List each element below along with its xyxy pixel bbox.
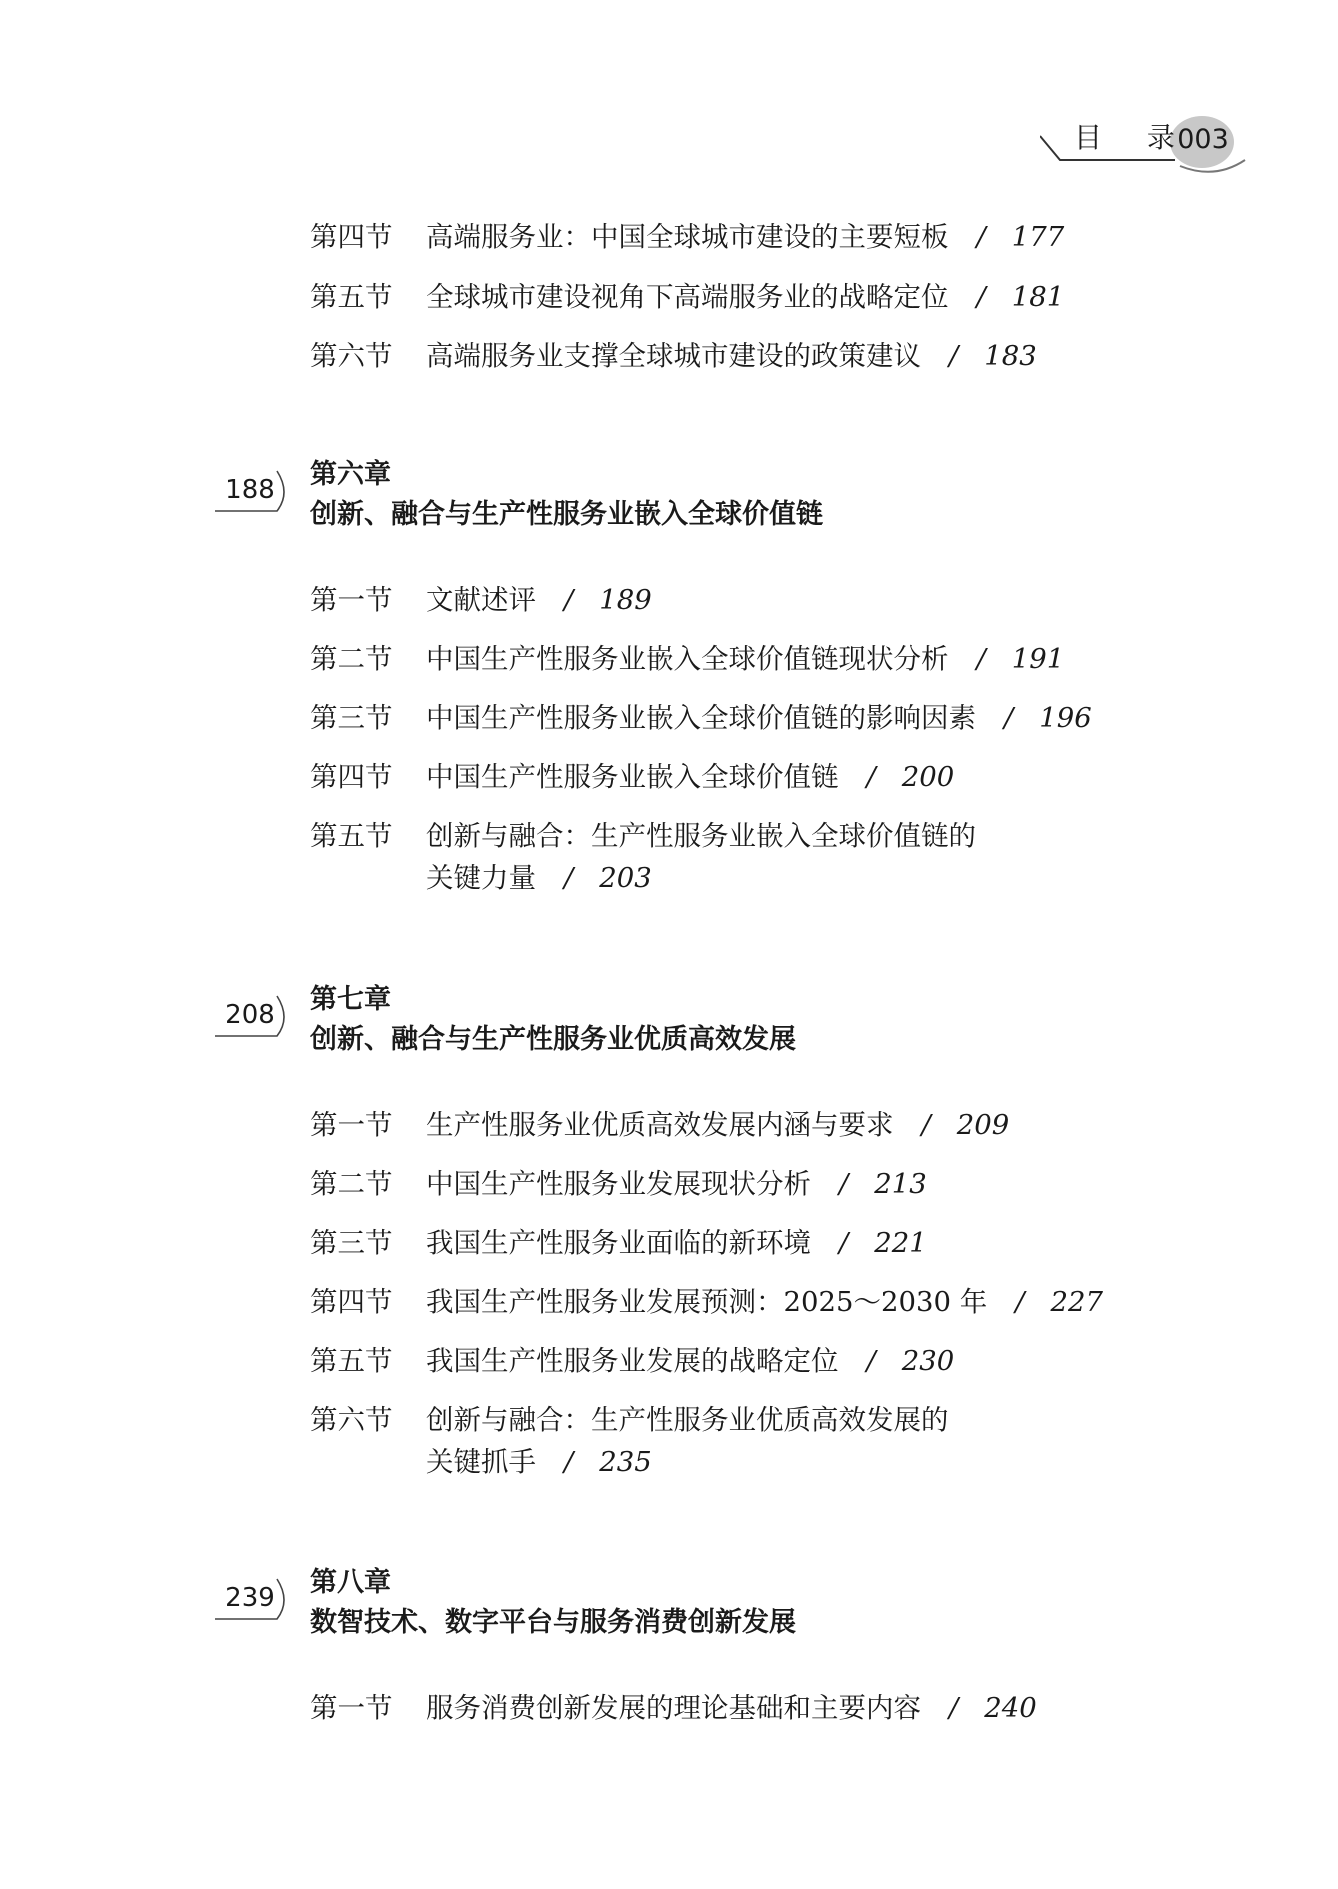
chapter-page-badge [215, 1577, 295, 1621]
toc-entry[interactable] [310, 1163, 927, 1205]
toc-entry[interactable] [310, 1687, 1037, 1729]
section-title: 中国生产性服务业嵌入全球价值链 [426, 761, 839, 793]
section-title: 创新与融合：生产性服务业嵌入全球价值链的 [426, 820, 976, 852]
separator: / [1015, 1286, 1025, 1318]
chapter-page-badge [215, 994, 295, 1038]
header-page-number: 003 [1177, 124, 1229, 155]
toc-entry[interactable] [310, 276, 1064, 318]
chapter-title: 数智技术、数字平台与服务消费创新发展 [310, 1607, 796, 1638]
separator: / [921, 1109, 931, 1141]
section-title: 文献述评 [426, 584, 536, 616]
toc-entry[interactable] [310, 815, 976, 899]
section-title: 全球城市建设视角下高端服务业的战略定位 [426, 281, 949, 313]
section-label: 第五节 [310, 1345, 393, 1377]
section-title: 我国生产性服务业面临的新环境 [426, 1227, 811, 1259]
chapter-page-number: 208 [225, 1000, 275, 1030]
section-title: 创新与融合：生产性服务业优质高效发展的 [426, 1404, 949, 1436]
section-label: 第六节 [310, 340, 393, 372]
section-title: 高端服务业支撑全球城市建设的政策建议 [426, 340, 921, 372]
page-number: 221 [874, 1227, 927, 1259]
section-title-continued [310, 857, 976, 899]
section-title: 中国生产性服务业发展现状分析 [426, 1168, 811, 1200]
separator: / [949, 1692, 959, 1724]
separator: / [976, 643, 986, 675]
chapter-label: 第七章 [310, 984, 391, 1015]
section-label: 第三节 [310, 702, 393, 734]
page-number: 227 [1050, 1286, 1103, 1318]
section-title: 高端服务业：中国全球城市建设的主要短板 [426, 221, 949, 253]
chapter-page-number: 188 [225, 475, 275, 505]
section-label: 第一节 [310, 584, 393, 616]
page-number: 200 [901, 761, 955, 793]
toc-entry[interactable] [310, 638, 1064, 680]
page-number: 189 [599, 584, 652, 616]
separator: / [564, 584, 574, 616]
toc-entry[interactable] [310, 1340, 954, 1382]
running-header [1040, 110, 1338, 190]
page-number: 183 [984, 340, 1037, 372]
page-number: 181 [1011, 281, 1065, 313]
section-title: 我国生产性服务业发展的战略定位 [426, 1345, 839, 1377]
chapter-page-badge [215, 469, 295, 513]
toc-entry[interactable] [310, 335, 1037, 377]
section-label: 第四节 [310, 1286, 393, 1318]
separator: / [839, 1168, 849, 1200]
section-title-line2: 关键抓手 [426, 1446, 536, 1478]
toc-entry[interactable] [310, 756, 954, 798]
section-label: 第二节 [310, 643, 393, 675]
section-label: 第六节 [310, 1404, 393, 1436]
section-label: 第四节 [310, 761, 393, 793]
section-label: 第三节 [310, 1227, 393, 1259]
page-number: 240 [984, 1692, 1037, 1724]
chapter-label: 第八章 [310, 1567, 391, 1598]
section-title: 中国生产性服务业嵌入全球价值链现状分析 [426, 643, 949, 675]
section-title-continued [310, 1441, 949, 1483]
page-number: 213 [874, 1168, 927, 1200]
section-label: 第一节 [310, 1109, 393, 1141]
page-number: 230 [901, 1345, 955, 1377]
page-number: 235 [599, 1446, 652, 1478]
toc-entry[interactable] [310, 1222, 927, 1264]
section-title-line2: 关键力量 [426, 862, 536, 894]
section-label: 第一节 [310, 1692, 393, 1724]
section-label: 第四节 [310, 221, 393, 253]
section-label: 第五节 [310, 820, 393, 852]
separator: / [866, 761, 876, 793]
page-number: 177 [1011, 221, 1065, 253]
header-title: 目 录 [1074, 121, 1193, 154]
separator: / [949, 340, 959, 372]
separator: / [839, 1227, 849, 1259]
separator: / [1004, 702, 1014, 734]
toc-entry[interactable] [310, 216, 1064, 258]
toc-entry[interactable] [310, 1281, 1103, 1323]
page-number: 191 [1011, 643, 1065, 675]
section-label: 第五节 [310, 281, 393, 313]
separator: / [976, 281, 986, 313]
chapter-label: 第六章 [310, 459, 391, 490]
chapter-title: 创新、融合与生产性服务业优质高效发展 [310, 1024, 796, 1055]
section-label: 第二节 [310, 1168, 393, 1200]
section-title: 我国生产性服务业发展预测：2025～2030 年 [426, 1286, 988, 1318]
page-number: 196 [1039, 702, 1092, 734]
separator: / [564, 1446, 574, 1478]
toc-entry[interactable] [310, 1399, 949, 1483]
toc-entry[interactable] [310, 579, 652, 621]
section-title: 中国生产性服务业嵌入全球价值链的影响因素 [426, 702, 976, 734]
toc-entry[interactable] [310, 1104, 1009, 1146]
chapter-page-number: 239 [225, 1583, 275, 1613]
separator: / [866, 1345, 876, 1377]
section-title: 生产性服务业优质高效发展内涵与要求 [426, 1109, 894, 1141]
page-number: 209 [956, 1109, 1010, 1141]
chapter-title: 创新、融合与生产性服务业嵌入全球价值链 [310, 499, 823, 530]
separator: / [564, 862, 574, 894]
separator: / [976, 221, 986, 253]
page-number: 203 [599, 862, 652, 894]
toc-entry[interactable] [310, 697, 1092, 739]
section-title: 服务消费创新发展的理论基础和主要内容 [426, 1692, 921, 1724]
